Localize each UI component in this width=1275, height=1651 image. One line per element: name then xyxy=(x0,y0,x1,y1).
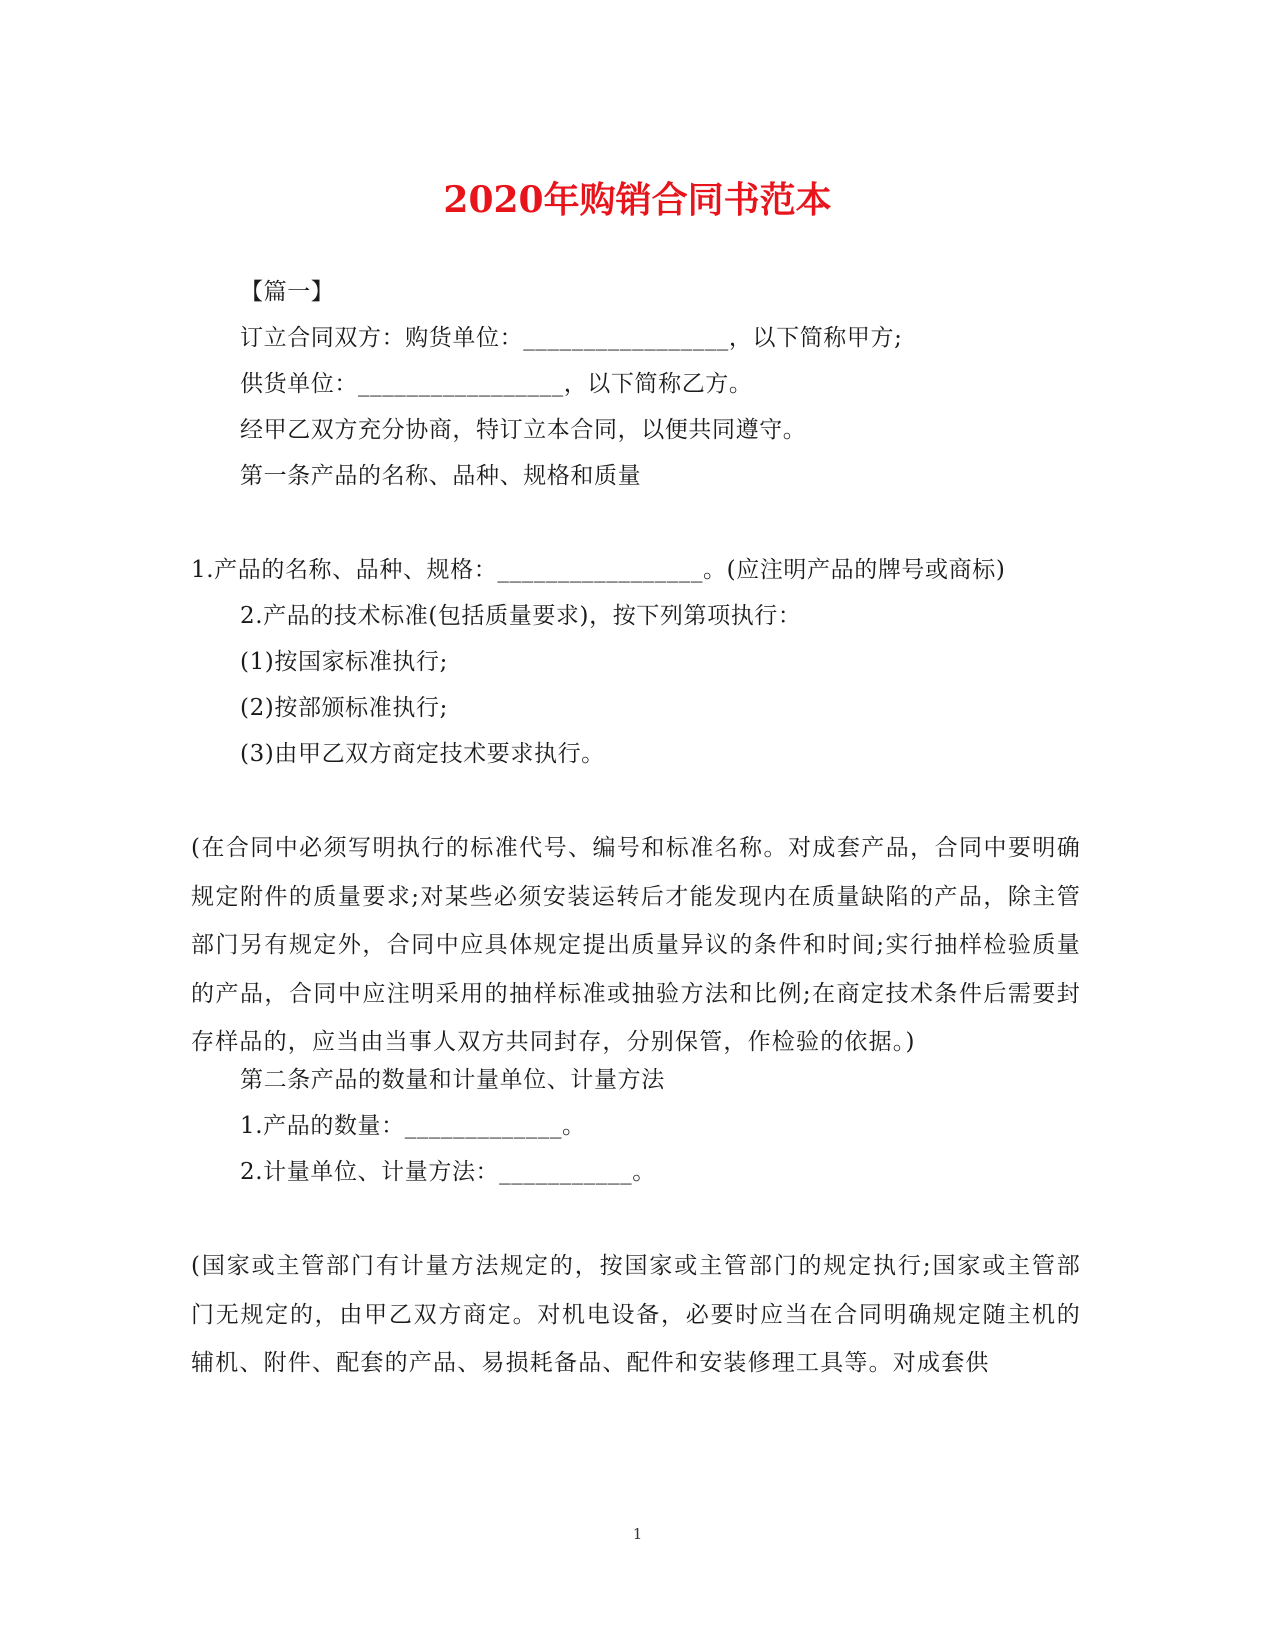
measure-note-paragraph: (国家或主管部门有计量方法规定的，按国家或主管部门的规定执行;国家或主管部门无规定的，由甲乙双方商定。对机电设备，必要时应当在合同明确规定随主机的辅机、附件、配套的产品、易损耗备品、配件和安装修理工具等。对成套供 xyxy=(191,1253,1081,1376)
article-1-heading: 第一条产品的名称、品种、规格和质量 xyxy=(240,463,642,489)
agreement-line: 经甲乙双方充分协商，特订立本合同，以便共同遵守。 xyxy=(240,417,807,443)
item-quantity: 1.产品的数量：_____________。 xyxy=(240,1113,586,1139)
option-ministry-standard: (2)按部颁标准执行; xyxy=(240,695,448,721)
parties-seller-line: 供货单位：_________________，以下简称乙方。 xyxy=(240,371,753,397)
document-title: 2020年购销合同书范本 xyxy=(443,179,832,221)
section-label: 【篇一】 xyxy=(240,279,335,305)
option-negotiated-standard: (3)由甲乙双方商定技术要求执行。 xyxy=(240,741,605,767)
page-number: 1 xyxy=(632,1525,643,1543)
parties-buyer-line: 订立合同双方：购货单位：_________________，以下简称甲方; xyxy=(240,325,903,351)
quality-note-paragraph: (在合同中必须写明执行的标准代号、编号和标准名称。对成套产品，合同中要明确规定附件的质量要求;对某些必须安装运转后才能发现内在质量缺陷的产品，除主管部门另有规定外，合同中应具体规定提出质量异议的条件和时间;实行抽样检验质量的产品，合同中应注明采用的抽样标准或抽验方法和比例;在商定技术条件后需要封存样品的，应当由当事人双方共同封存，分别保管，作检验的依据。) xyxy=(191,835,1081,1055)
item-product-name: 1.产品的名称、品种、规格：_________________。(应注明产品的牌号或商标) xyxy=(191,557,1006,583)
option-national-standard: (1)按国家标准执行; xyxy=(240,649,448,675)
item-unit-method: 2.计量单位、计量方法：___________。 xyxy=(240,1159,656,1185)
article-2-heading: 第二条产品的数量和计量单位、计量方法 xyxy=(240,1067,665,1093)
item-technical-standard: 2.产品的技术标准(包括质量要求)，按下列第项执行： xyxy=(240,603,802,629)
